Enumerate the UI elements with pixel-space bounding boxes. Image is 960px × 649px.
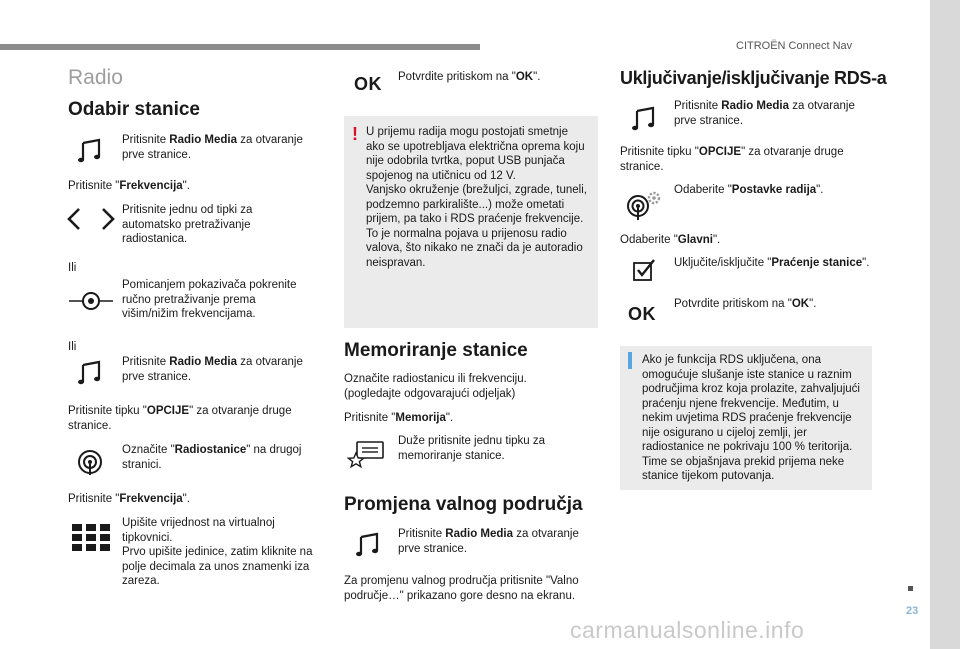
rds-step-postavke: Odaberite "Postavke radija". (674, 184, 824, 196)
step-radio-media-1: Pritisnite Radio Media za otvaranje prve stranice. (122, 134, 303, 161)
para-frekvencija-2: Pritisnite "Frekvencija". (68, 493, 190, 505)
music-note-icon (72, 358, 108, 388)
info-icon (628, 352, 632, 369)
warning-icon: ! (352, 124, 358, 144)
step-ok-confirm-1: Potvrdite pritiskom na "OK". (398, 71, 541, 83)
rds-para-opcije: Pritisnite tipku "OPCIJE" za otvaranje druge stranice. (620, 146, 844, 173)
step-virtual-keypad: Upišite vrijednost na virtualnoj tipkovnici. Prvo upišite jedinice, zatim kliknite na polje decimala za unos znamenki iza zareza. (122, 517, 313, 587)
mem-para-1: Označite radiostanicu ili frekvenciju. (pogledajte odgovarajući odjeljak) (344, 373, 527, 400)
header-title: CITROËN Connect Nav (736, 40, 853, 52)
heading-promjena: Promjena valnog područja (344, 494, 583, 515)
para-frekvencija-1: Pritisnite "Frekvencija". (68, 180, 190, 192)
music-note-icon (626, 104, 662, 134)
or-text-1: Ili (68, 262, 77, 274)
music-note-icon (350, 530, 386, 560)
rds-para-glavni: Odaberite "Glavni". (620, 234, 721, 246)
heading-memoriranje: Memoriranje stanice (344, 340, 528, 361)
mem-para-2: Pritisnite "Memorija". (344, 412, 454, 424)
step-manual-search: Pomicanjem pokazivača pokrenite ručno pretraživanje prema višim/nižim frekvencijama. (122, 279, 297, 320)
section-kicker: Radio (68, 66, 123, 89)
step-radiostanice: Označite "Radiostanice" na drugoj stranici. (122, 444, 302, 471)
step-auto-search: Pritisnite jednu od tipki za automatsko pretraživanje radiostanica. (122, 204, 253, 245)
step-radio-media-2: Pritisnite Radio Media za otvaranje prve stranice. (122, 356, 303, 383)
ok-button-icon: OK (354, 74, 382, 94)
chevron-left-right-icon (64, 204, 118, 234)
keypad-icon (70, 520, 112, 554)
checkbox-icon (630, 256, 658, 284)
radio-station-icon (74, 446, 106, 478)
para-opcije-1: Pritisnite tipku "OPCIJE" za otvaranje druge stranice. (68, 405, 292, 432)
page-edge-bar (930, 0, 960, 649)
rds-step-ok: Potvrdite pritiskom na "OK". (674, 298, 817, 310)
page-number: 23 (906, 605, 919, 617)
or-text-2: Ili (68, 341, 77, 353)
page-end-marker (908, 586, 913, 591)
mem-step-long-press: Duže pritisnite jednu tipku za memoriranje stanice. (398, 435, 546, 462)
band-para: Za promjenu valnog prodručja pritisnite "Valno područje…" prikazano gore desno na ekranu. (344, 575, 579, 602)
band-step-radio-media: Pritisnite Radio Media za otvaranje prve stranice. (398, 528, 579, 555)
heading-rds: Uključivanje/isključivanje RDS-a (620, 68, 887, 88)
memory-star-icon (346, 438, 388, 470)
rds-step-pracenje: Uključite/isključite "Praćenje stanice". (674, 257, 870, 269)
heading-odabir-stanice: Odabir stanice (68, 99, 200, 120)
warning-text: U prijemu radija mogu postojati smetnje ako se upotrebljava električna oprema koju nije odobrila tvrtka, poput USB punjača spojenog na utičnicu od 12 V. Vanjsko okruženje (brežuljci, zgrade, tuneli, podzemno parkiralište...) može ometati prijem, pa tako i RDS praćenje frekvencije. To je normalna pojava u prijenosu radio valova, što nikako ne znači da je autoradio neispravan. (366, 126, 587, 269)
watermark: carmanualsonline.info (570, 617, 805, 643)
radio-settings-icon (624, 188, 664, 222)
music-note-icon (72, 136, 108, 166)
top-rule (0, 44, 480, 50)
tuning-slider-icon (68, 284, 114, 318)
rds-step-radio-media: Pritisnite Radio Media za otvaranje prve stranice. (674, 100, 855, 127)
ok-button-icon: OK (628, 304, 656, 324)
info-text: Ako je funkcija RDS uključena, ona omogućuje slušanje iste stanice u raznim područjima kroz koja prolazite, zahvaljujući praćenju njene frekvencije. Međutim, u nekim uvjetima RDS praćenje frekvencije nije osigurano u cijeloj zemlji, jer radiostanice ne pokrivaju 100 % teritorija. Time se objašnjava prekid prijema neke stanice tijekom putovanja. (642, 354, 860, 482)
